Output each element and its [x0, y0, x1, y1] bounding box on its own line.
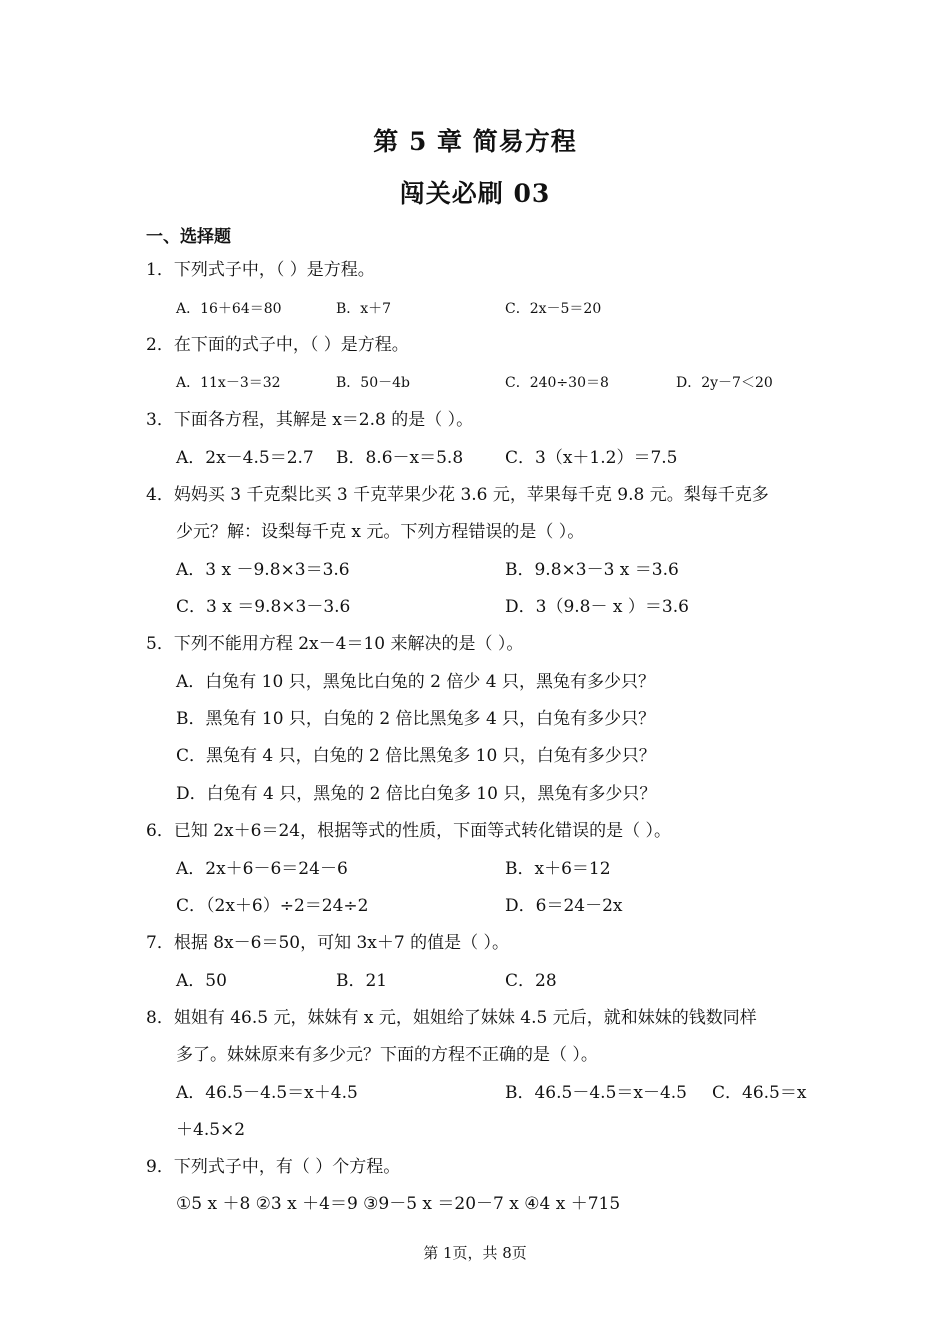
question-6-option-d: D．6＝24－2x [505, 896, 623, 916]
question-8-stem-continued: 多了。妹妹原来有多少元？下面的方程不正确的是（ ）。 [176, 1045, 598, 1065]
question-2-option-d: D．2y－7＜20 [676, 375, 773, 391]
question-1-option-b: B．x＋7 [336, 301, 392, 317]
question-4-stem-continued: 少元？解：设梨每千克 x 元。下列方程错误的是（ ）。 [176, 522, 585, 542]
question-7-stem: 7．根据 8x－6＝50，可知 3x＋7 的值是（ ）。 [146, 933, 510, 953]
question-9-stem: 9．下列式子中，有（ ）个方程。 [146, 1157, 401, 1177]
question-3-option-b: B．8.6－x＝5.8 [336, 448, 464, 468]
question-2-option-a: A．11x－3＝32 [176, 375, 281, 391]
question-4-option-c: C．3 x ＝9.8×3－3.6 [176, 597, 351, 617]
question-1-option-c: C．2x－5＝20 [505, 301, 602, 317]
question-4-option-d: D．3（9.8－ x ）＝3.6 [505, 597, 689, 617]
question-7-option-a: A．50 [176, 971, 227, 991]
question-5-option-c: C．黑兔有 4 只，白兔的 2 倍比黑兔多 10 只，白兔有多少只？ [176, 746, 656, 766]
question-4-stem: 4．妈妈买 3 千克梨比买 3 千克苹果少花 3.6 元，苹果每千克 9.8 元。梨每千克多 [146, 485, 769, 505]
chapter-title: 第 5 章 简易方程 [373, 127, 577, 156]
question-3-option-c: C．3（x＋1.2）＝7.5 [505, 448, 678, 468]
question-3-option-a: A．2x－4.5＝2.7 [176, 448, 314, 468]
question-6-option-b: B．x＋6＝12 [505, 859, 611, 879]
question-6-option-a: A．2x＋6－6＝24－6 [176, 859, 348, 879]
question-8-stem: 8．姐姐有 46.5 元，妹妹有 x 元，姐姐给了妹妹 4.5 元后，就和妹妹的钱数同样 [146, 1008, 757, 1028]
question-6-stem: 6．已知 2x＋6＝24，根据等式的性质，下面等式转化错误的是（ ）。 [146, 821, 671, 841]
question-5-option-a: A．白兔有 10 只，黑兔比白兔的 2 倍少 4 只，黑兔有多少只？ [176, 672, 655, 692]
page-subtitle: 闯关必刷 03 [399, 179, 551, 208]
question-8-option-c: C．46.5＝x [712, 1083, 807, 1103]
question-7-option-c: C．28 [505, 971, 557, 991]
question-8-option-b: B．46.5－4.5＝x－4.5 [505, 1083, 688, 1103]
question-6-option-c: C．（2x＋6）÷2＝24÷2 [176, 896, 369, 916]
question-8-option-a: A．46.5－4.5＝x＋4.5 [176, 1083, 358, 1103]
question-2-option-b: B．50－4b [336, 375, 410, 391]
question-4-option-b: B．9.8×3－3 x ＝3.6 [505, 560, 679, 580]
question-8-option-c-continued: ＋4.5×2 [176, 1120, 246, 1140]
page-footer: 第 1页，共 8页 [423, 1244, 527, 1262]
question-1-stem: 1．下列式子中，（ ）是方程。 [146, 260, 375, 280]
question-9-items: ①5 x ＋8 ②3 x ＋4＝9 ③9－5 x ＝20－7 x ④4 x ＋715 [176, 1194, 621, 1214]
section-heading: 一、选择题 [146, 227, 231, 247]
question-5-stem: 5．下列不能用方程 2x－4＝10 来解决的是（ ）。 [146, 634, 524, 654]
question-7-option-b: B．21 [336, 971, 388, 991]
question-3-stem: 3．下面各方程，其解是 x＝2.8 的是（ ）。 [146, 410, 474, 430]
question-2-stem: 2．在下面的式子中，（ ）是方程。 [146, 335, 409, 355]
question-5-option-b: B．黑兔有 10 只，白兔的 2 倍比黑兔多 4 只，白兔有多少只？ [176, 709, 656, 729]
question-4-option-a: A．3 x －9.8×3＝3.6 [176, 560, 350, 580]
question-2-option-c: C．240÷30＝8 [505, 375, 609, 391]
question-1-option-a: A．16＋64＝80 [176, 301, 282, 317]
question-5-option-d: D．白兔有 4 只，黑兔的 2 倍比白兔多 10 只，黑兔有多少只？ [176, 784, 657, 804]
